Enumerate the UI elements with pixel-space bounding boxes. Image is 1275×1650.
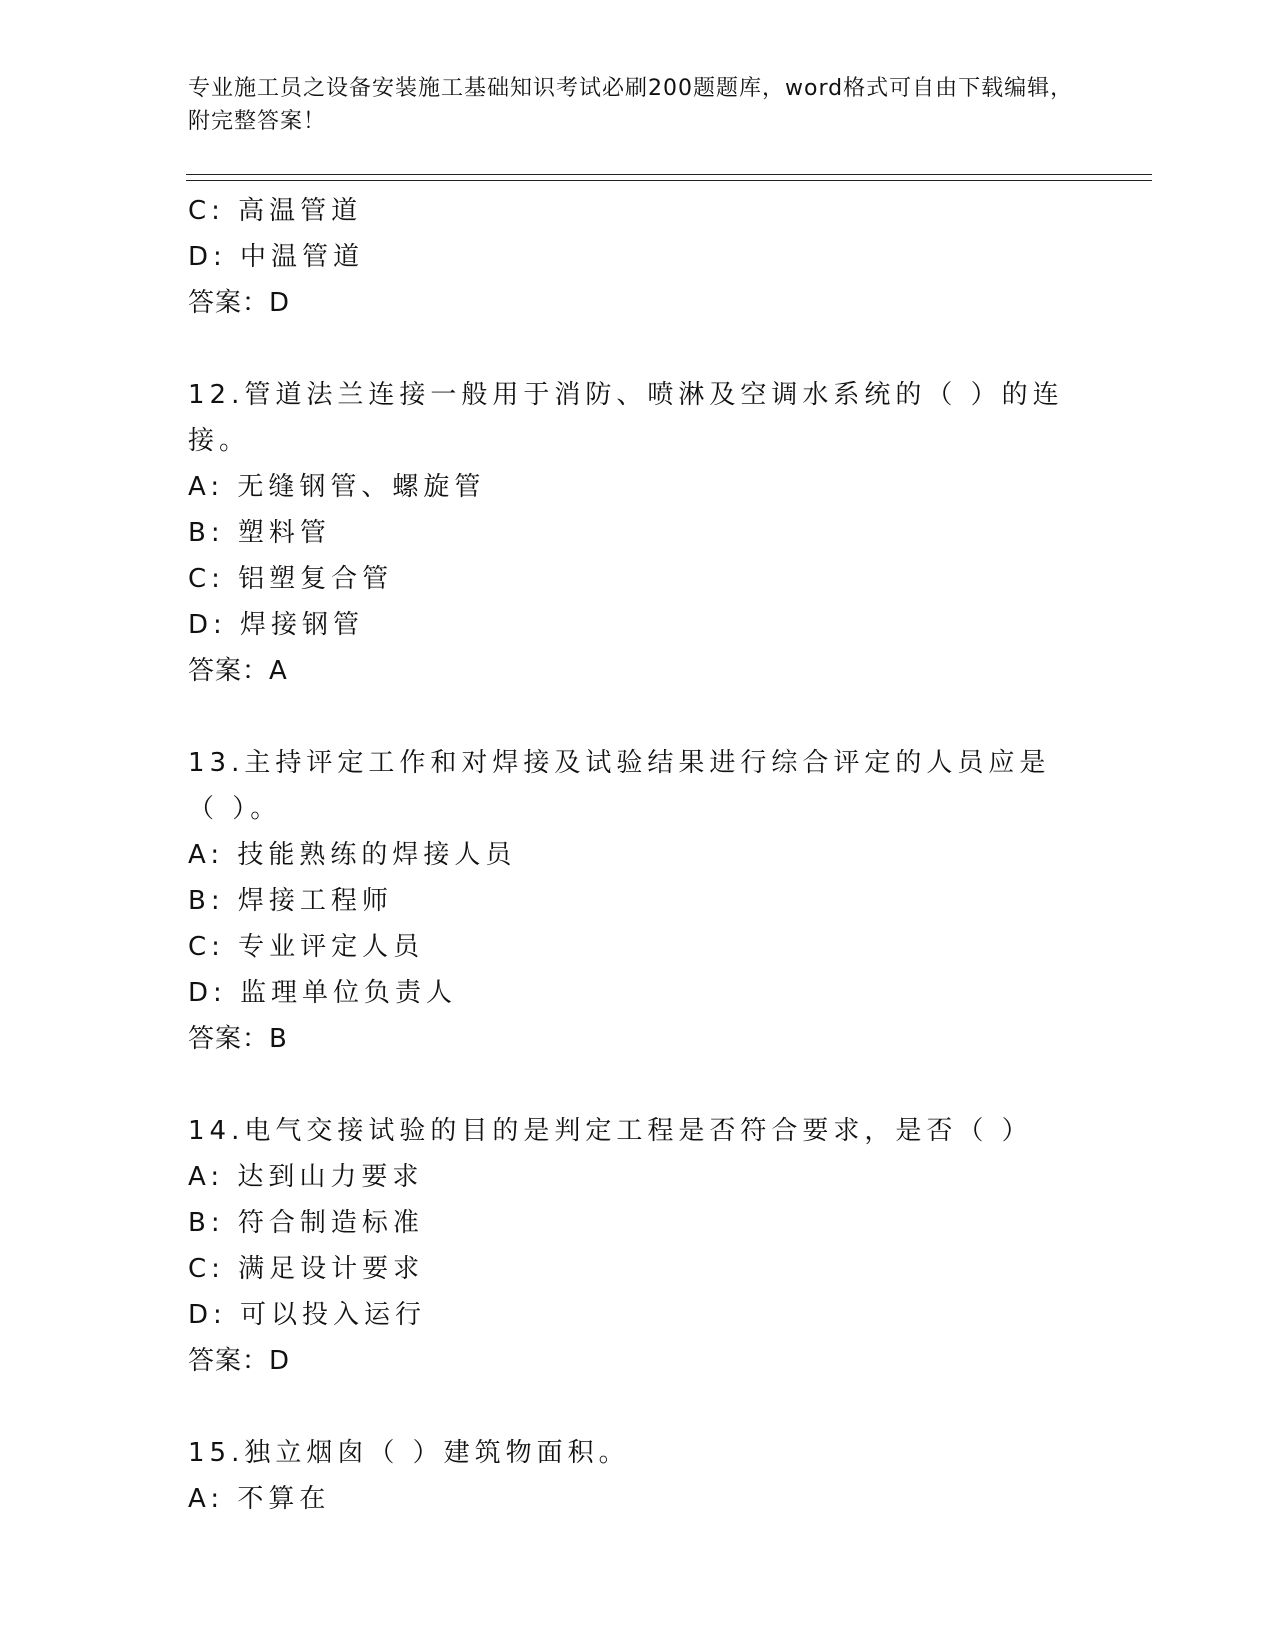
question-block-15: [188, 1430, 1148, 1522]
question-list: [188, 188, 1148, 1522]
answer-line: 答案：A: [188, 656, 288, 686]
answer-line: 答案：D: [188, 288, 291, 318]
answer-line: 答案：B: [188, 1024, 288, 1054]
question-text: 15.独立烟囱（ ）建筑物面积。: [188, 1438, 630, 1468]
question-text: 13.主持评定工作和对焊接及试验结果进行综合评定的人员应是（ ）。: [188, 748, 1051, 824]
option-b: B: 符合制造标准: [188, 1208, 424, 1238]
question-block-12: [188, 372, 1148, 694]
option-b: B: 焊接工程师: [188, 886, 393, 916]
option-a: A: 技能熟练的焊接人员: [188, 840, 517, 870]
header-divider-bottom: [186, 180, 1152, 181]
question-block-14: [188, 1108, 1148, 1384]
header-divider-top: [186, 174, 1152, 175]
question-text: 12.管道法兰连接一般用于消防、喷淋及空调水系统的（ ）的连接。: [188, 380, 1064, 456]
question-text: 14.电气交接试验的目的是判定工程是否符合要求，是否（ ）: [188, 1116, 1033, 1146]
option-c: C: 铝塑复合管: [188, 564, 394, 594]
question-block-11: [188, 188, 1148, 326]
option-d: D: 监理单位负责人: [188, 978, 458, 1008]
option-d: D: 可以投入运行: [188, 1300, 427, 1330]
answer-line: 答案：D: [188, 1346, 291, 1376]
option-b: B: 塑料管: [188, 518, 331, 548]
document-header: 专业施工员之设备安装施工基础知识考试必刷200题题库，word格式可自由下载编辑，附完整答案！: [188, 76, 1074, 134]
option-c: C: 满足设计要求: [188, 1254, 425, 1284]
option-a: A: 达到山力要求: [188, 1162, 424, 1192]
question-block-13: [188, 740, 1148, 1062]
option-a: A: 不算在: [188, 1484, 331, 1514]
option-c: C: 专业评定人员: [188, 932, 425, 962]
option-c: C: 高温管道: [188, 196, 363, 226]
option-d: D: 中温管道: [188, 242, 365, 272]
option-d: D: 焊接钢管: [188, 610, 365, 640]
option-a: A: 无缝钢管、螺旋管: [188, 472, 486, 502]
